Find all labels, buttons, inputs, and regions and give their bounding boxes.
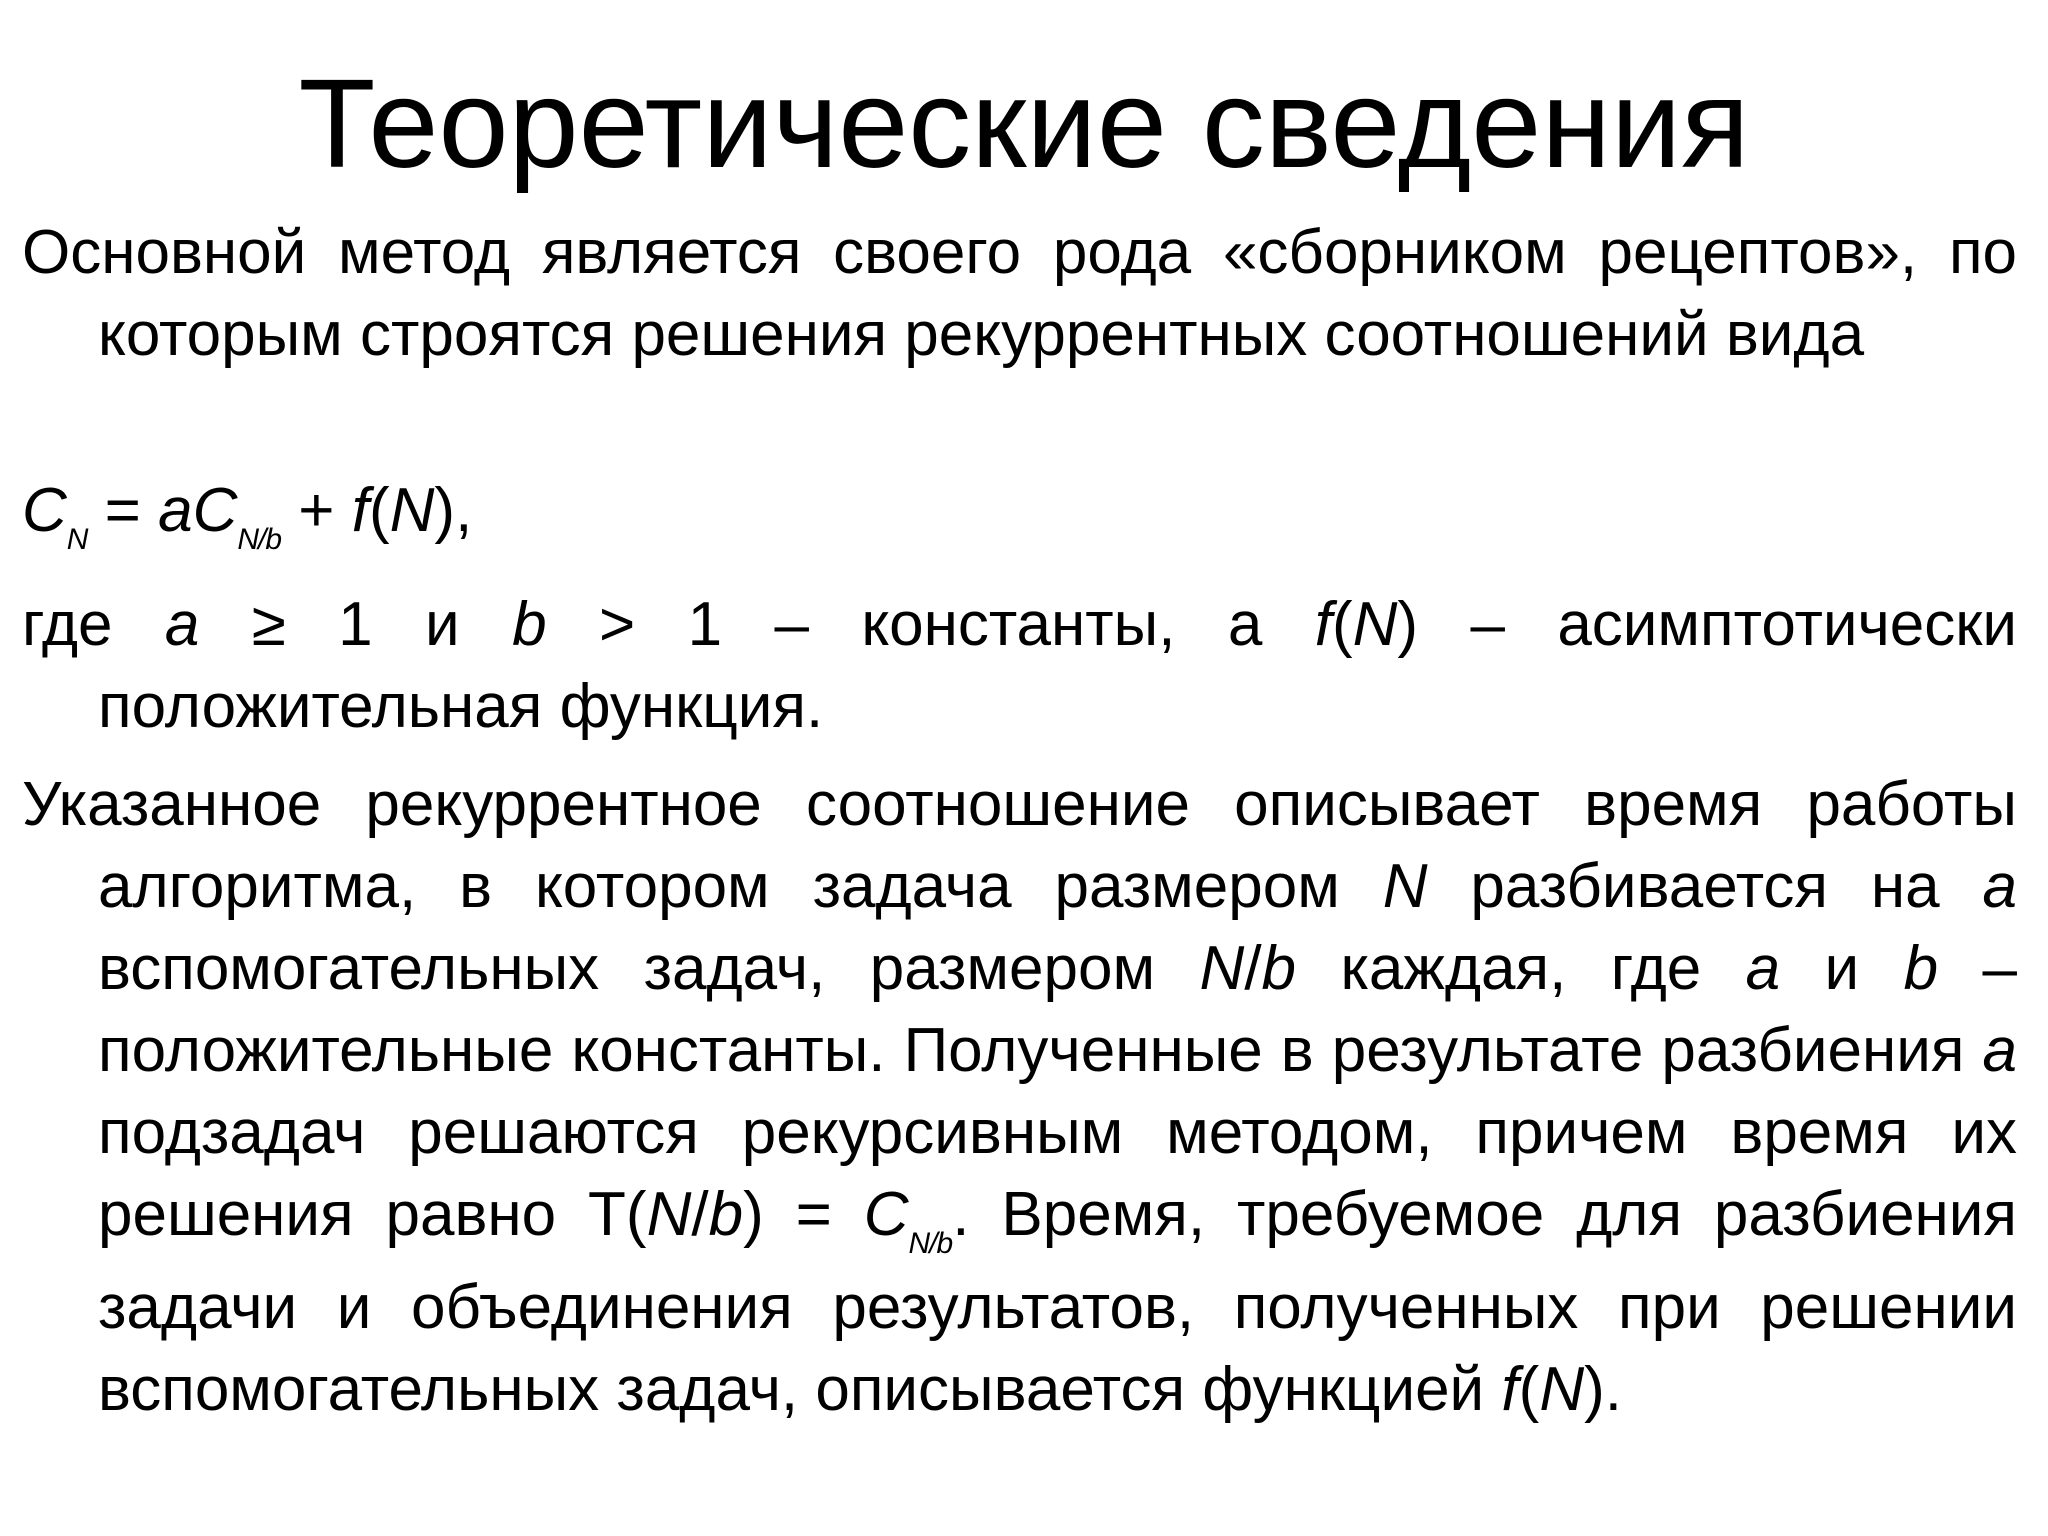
var-n: N [1199, 934, 1245, 1003]
text-segment: – положительные константы. Полученные в результате разбиения [98, 934, 2017, 1085]
var-f: f [1501, 1355, 1519, 1424]
var-b: b [1903, 934, 1939, 1003]
var-a: a [1982, 852, 2017, 921]
var-n: N [1382, 852, 1428, 921]
var-f: f [1314, 590, 1332, 659]
formula-c-subscript: N/b [237, 523, 282, 556]
paragraph-constants-definition [22, 584, 2017, 748]
var-a: a [164, 590, 200, 659]
formula-close: ), [434, 476, 473, 545]
recurrence-formula [22, 470, 472, 563]
formula-equals: = [87, 476, 159, 545]
var-b: b [708, 1180, 744, 1249]
var-n: N [1539, 1355, 1585, 1424]
text-segment: ). [1584, 1355, 1622, 1424]
text-segment: ) – асимптотически положительная функция. [98, 590, 2018, 741]
var-a: a [1982, 1016, 2017, 1085]
var-a: a [1745, 934, 1781, 1003]
var-c-subscript: N/b [908, 1227, 953, 1260]
paragraph-method-description: Основной метод является своего рода «сборником рецептов», по которым строятся решения рекуррентных соотношений вида [22, 218, 2017, 369]
paragraph-recurrence-explanation [22, 764, 2017, 1431]
text-segment: где [22, 590, 165, 659]
var-n: N [1352, 590, 1398, 659]
text-segment: каждая, где [1296, 934, 1746, 1003]
text-segment: . Время, требуемое для разбиения задачи и объединения результатов, полученных при решении вспомогательных задач, описывается функцией [98, 1180, 2017, 1424]
text-segment: вспомогательных задач, размером [98, 934, 1200, 1003]
formula-n: N [389, 476, 435, 545]
var-b: b [512, 590, 547, 659]
text-segment: ) = [743, 1180, 864, 1249]
formula-lhs: C [22, 476, 67, 545]
formula-lhs-subscript: N [66, 523, 88, 556]
text-segment: и [1780, 934, 1904, 1003]
text-segment: подзадач решаются рекурсивным методом, причем время их решения равно T( [98, 1098, 2017, 1249]
text-segment: Указанное рекуррентное соотношение описывает время работы алгоритма, в котором задача размером [22, 770, 2017, 921]
slide-title: Теоретические сведения [298, 53, 1750, 194]
var-n: N [646, 1180, 692, 1249]
var-c: C [863, 1180, 909, 1249]
text-segment: разбивается на [1427, 852, 1983, 921]
formula-plus: + [281, 476, 352, 545]
text-segment: ( [1518, 1355, 1540, 1424]
formula-open-paren: ( [368, 476, 390, 545]
text-segment: ( [1331, 590, 1353, 659]
var-b: b [1261, 934, 1297, 1003]
formula-c: C [192, 476, 238, 545]
formula-f: f [351, 476, 369, 545]
text-segment: ≥ 1 и [199, 590, 513, 659]
formula-a: a [158, 476, 193, 545]
text-segment: / [1244, 934, 1262, 1003]
text-segment: / [691, 1180, 709, 1249]
text-segment: > 1 – константы, а [546, 590, 1315, 659]
